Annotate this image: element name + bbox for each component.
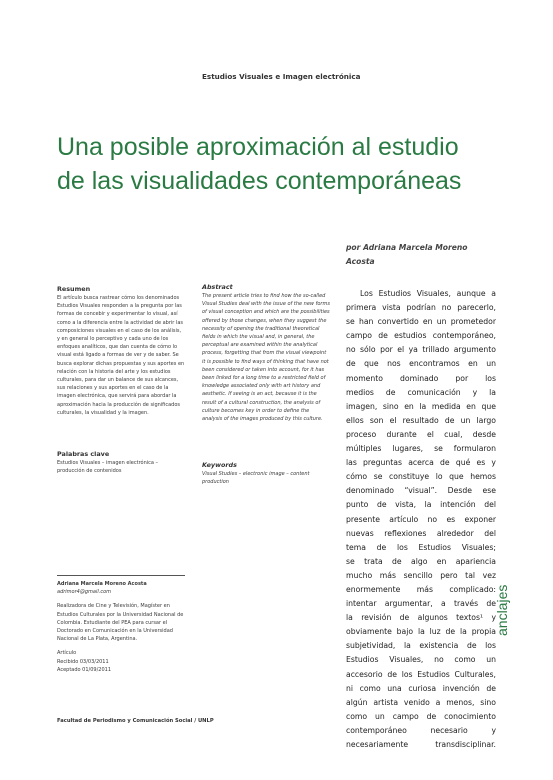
author-info-box <box>57 575 185 674</box>
author-box-name: Adriana Marcela Moreno Acosta <box>57 581 147 587</box>
body-line: intentar argumentar, a través de <box>346 599 496 609</box>
author-email[interactable]: adrimor4@gmail.com <box>57 589 112 596</box>
body-line: cómo se constituye lo que hemos <box>346 472 496 482</box>
author-prefix: por <box>346 243 361 252</box>
body-line: se trata de algo en apariencia <box>346 556 496 566</box>
author-name: Adriana Marcela Moreno Acosta <box>346 243 468 266</box>
body-text <box>346 287 496 752</box>
article-title <box>57 130 477 198</box>
body-line: nuevas reflexiones alrededor del <box>346 528 496 538</box>
body-line: se han convertido en un prometedor <box>346 317 496 327</box>
body-line: la revisión de algunos textos¹ y <box>346 613 496 623</box>
journal-side-label: anclajes <box>494 584 510 636</box>
body-line: de que nos encontramos en un <box>346 359 496 369</box>
author-bio: Realizadora de Cine y Televisión, Magíster en Estudios Culturales por la Universidad Nacional de Colombia. Estudiante del PEA para cursar el Doctorado en Comunicación en la Universidad Nacional de La Plata, Argentina. <box>57 603 184 643</box>
resumen-heading: Resumen <box>57 285 91 293</box>
body-line: proceso durante el cual, desde <box>346 429 496 439</box>
body-line: medios de comunicación y la <box>346 387 496 397</box>
body-line: subjetividad, la existencia de los <box>346 641 496 651</box>
abstract-text: The present article tries to find how the so-called Visual Studies deal with the issue of the new forms of visual conception and which are the possibilities offered by those changes, when they suggest the necessity of opening the traditional theoretical fields in which the visual and, in general, the perceptual are examined within the analytical process, forgetting that from the visual viewpoint it is possible to find ways of thinking that have not been considered or taken into account, for it has been linked for a long time to a restricted field of knowledge associated only with art history and aesthetic. If seeing is an act, because it is the result of a cultural construction, the analysis of culture becomes key in order to define the analysis of the images produced by this culture. <box>202 293 330 423</box>
received-date: Recibido 03/03/2011 <box>57 658 109 665</box>
palabras-text: Estudios Visuales – imagen electrónica – producción de contenidos <box>57 460 159 475</box>
body-line: contemporáneo necesario y <box>346 725 496 735</box>
body-line: múltiples lugares, se formularon <box>346 444 496 454</box>
body-line: las preguntas acerca de qué es y <box>346 458 496 468</box>
body-lines <box>346 287 496 752</box>
body-line: obviamente bajo la luz de la propia <box>346 627 496 637</box>
resumen-text: El artículo busca rastrear cómo los denominados Estudios Visuales responden a la pregunta por las formas de concebir y experimentar lo visual, así como a la diferencia entre la actividad de abrir las composiciones visuales en el caso de los análisis, y en general lo perceptivo y cada uno de los enfoques analíticos, que dan cuenta de cómo lo visual está ligado a formas de ver y de saber. Se busca explorar dichas propuestas y sus aportes en relación con la historia del arte y los estudios culturales, para dar un balance de sus alcances, sus relaciones y sus aportes en el caso de la imagen electrónica, que servirá para abordar la aproximación hacia la producción de significados culturales, la visualidad y la imagen. <box>57 295 185 416</box>
body-line: como un campo de conocimiento <box>346 711 496 721</box>
page-footer: Facultad de Periodismo y Comunicación Social / UNLP <box>57 718 214 724</box>
body-line: primera vista podrían no parecerlo, <box>346 303 496 313</box>
abstract-heading: Abstract <box>202 283 233 291</box>
body-line: no sólo por el ya trillado argumento <box>346 345 496 355</box>
body-line: accesorio de los Estudios Culturales, <box>346 669 496 679</box>
article-type: Artículo <box>57 650 77 657</box>
body-line: momento dominado por los <box>346 373 496 383</box>
body-line: denominado “visual”. Desde ese <box>346 486 496 496</box>
resumen-block <box>57 285 185 417</box>
palabras-heading: Palabras clave <box>57 450 110 458</box>
title-line-1: Una posible aproximación al estudio <box>57 133 459 161</box>
author-byline <box>346 241 496 269</box>
body-line: enormemente más complicado: <box>346 584 496 594</box>
section-header: Estudios Visuales e Imagen electrónica <box>202 72 361 81</box>
body-line: algún artista venido a menos, sino <box>346 697 496 707</box>
body-line: Estudios Visuales, no como un <box>346 655 496 665</box>
palabras-clave-block <box>57 450 185 475</box>
body-line: imagen, sino en la medida en que <box>346 401 496 411</box>
accepted-date: Aceptado 01/09/2011 <box>57 666 111 673</box>
body-line: necesariamente transdisciplinar. <box>346 740 496 749</box>
body-line: campo de estudios contemporáneo, <box>346 331 496 341</box>
abstract-block <box>202 283 330 423</box>
body-line: Los Estudios Visuales, aunque a <box>360 289 496 298</box>
keywords-block <box>202 461 330 486</box>
body-line: ellos son el resultado de un largo <box>346 415 496 425</box>
body-line: mucho más sencillo pero tal vez <box>346 570 496 580</box>
title-line-2: de las visualidades contemporáneas <box>57 167 462 195</box>
body-line: presente artículo no es exponer <box>346 514 496 524</box>
body-line: ni como una curiosa invención de <box>346 683 496 693</box>
body-line: tema de los Estudios Visuales; <box>346 542 496 552</box>
keywords-text: Visual Studies – electronic image – content production <box>202 471 310 486</box>
body-line: punto de vista, la intención del <box>346 500 496 510</box>
keywords-heading: Keywords <box>202 461 237 469</box>
